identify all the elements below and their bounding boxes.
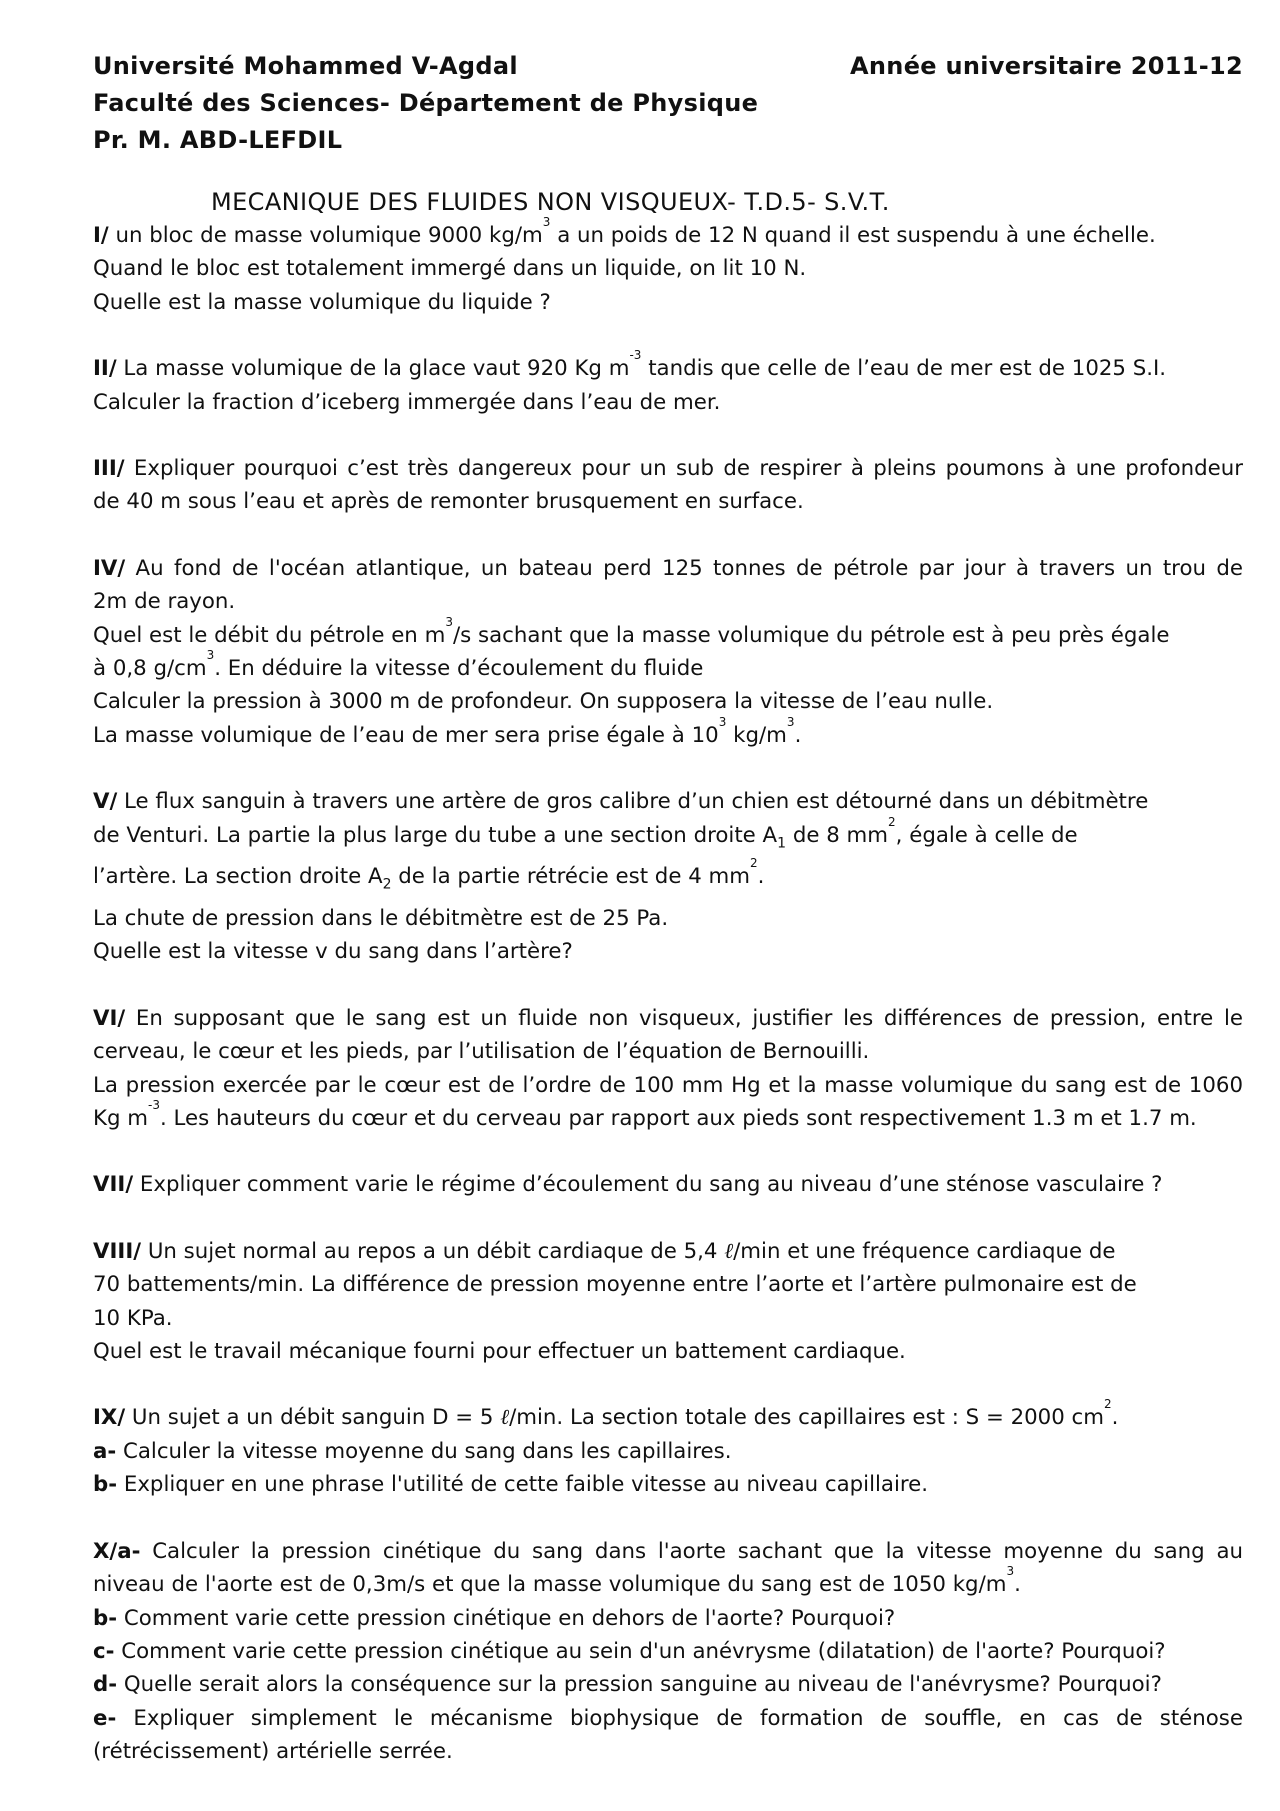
text: . Les hauteurs du cœur et du cerveau par rapport aux pieds sont respectivement 1.3 m et 1.7 m. bbox=[159, 1106, 1197, 1132]
exercise-label: IX/ bbox=[93, 1405, 126, 1431]
text: Calculer la pression cinétique du sang dans l'aorte sachant que la vitesse moyenne du sang au bbox=[140, 1538, 1243, 1564]
exercise-4 bbox=[93, 552, 1243, 752]
text: Un sujet normal au repos a un débit cardiaque de 5,4 bbox=[141, 1238, 725, 1264]
text: un bloc de masse volumique 9000 kg/m bbox=[108, 223, 543, 248]
academic-year: Année universitaire 2011-12 bbox=[850, 52, 1243, 80]
text: . En déduire la vitesse d’écoulement du fluide bbox=[214, 656, 704, 682]
subscript: 1 bbox=[777, 834, 787, 851]
question-label: d- bbox=[93, 1672, 118, 1698]
exercise-label: IV/ bbox=[93, 555, 126, 581]
text-line: cerveau, le cœur et les pieds, par l’utilisation de l’équation de Bernouilli. bbox=[93, 1039, 870, 1065]
text-line: 2m de rayon. bbox=[93, 589, 236, 615]
text: Quel est le débit du pétrole en m bbox=[93, 622, 446, 648]
text: l’artère. La section droite A bbox=[93, 864, 383, 890]
document-page bbox=[93, 48, 1243, 1769]
question-label: b- bbox=[93, 1472, 118, 1498]
text-line: Calculer la fraction d’iceberg immergée dans l’eau de mer. bbox=[93, 389, 721, 415]
text-line: La chute de pression dans le débitmètre est de 25 Pa. bbox=[93, 906, 669, 931]
text: Expliquer pourquoi c’est très dangereux pour un sub de respirer à pleins poumons à une profondeur bbox=[124, 456, 1243, 482]
superscript: 3 bbox=[718, 714, 727, 729]
text: La masse volumique de la glace vaut 920 Kg m bbox=[116, 356, 630, 382]
liter-symbol: ℓ bbox=[500, 1405, 510, 1431]
text: de Venturi. La partie la plus large du tube a une section droite A bbox=[93, 822, 778, 848]
superscript: 2 bbox=[750, 856, 758, 871]
exercise-3 bbox=[93, 452, 1243, 519]
exercise-7 bbox=[93, 1168, 1243, 1201]
exercise-label: I/ bbox=[93, 223, 109, 248]
superscript: 2 bbox=[1104, 1397, 1112, 1412]
university-name: Université Mohammed V-Agdal bbox=[93, 52, 518, 80]
exercise-1 bbox=[93, 215, 1243, 319]
superscript: 3 bbox=[786, 714, 795, 729]
question-label: b- bbox=[93, 1605, 118, 1631]
text: /s sachant que la masse volumique du pétrole est à peu près égale bbox=[452, 622, 1170, 648]
text-line: La pression exercée par le cœur est de l’ordre de 100 mm Hg et la masse volumique du sang est de 1060 bbox=[93, 1072, 1243, 1098]
text: de 8 mm bbox=[786, 822, 889, 848]
text: , égale à celle de bbox=[895, 822, 1078, 848]
superscript: 2 bbox=[888, 814, 896, 829]
faculty-name: Faculté des Sciences- Département de Physique bbox=[93, 89, 759, 117]
text: kg/m bbox=[726, 722, 787, 748]
text-line: 70 battements/min. La différence de pression moyenne entre l’aorte et l’artère pulmonaire est de bbox=[93, 1272, 1137, 1298]
text: niveau de l'aorte est de 0,3m/s et que la masse volumique du sang est de 1050 kg/m bbox=[93, 1572, 1007, 1598]
subscript: 2 bbox=[382, 876, 392, 893]
text: . bbox=[1111, 1405, 1119, 1431]
exercise-8 bbox=[93, 1235, 1243, 1369]
exercise-10 bbox=[93, 1535, 1243, 1769]
text: La masse volumique de l’eau de mer sera prise égale à 10 bbox=[93, 722, 719, 748]
text-line: Calculer la pression à 3000 m de profondeur. On supposera la vitesse de l’eau nulle. bbox=[93, 689, 994, 715]
text: Calculer la vitesse moyenne du sang dans les capillaires. bbox=[116, 1438, 732, 1464]
superscript: 3 bbox=[206, 648, 215, 663]
text-line: 10 KPa. bbox=[93, 1305, 173, 1331]
document-title: MECANIQUE DES FLUIDES NON VISQUEUX- T.D.5- S.V.T. bbox=[211, 188, 890, 216]
text-line: Quand le bloc est totalement immergé dans un liquide, on lit 10 N. bbox=[93, 256, 807, 282]
text: Expliquer en une phrase l'utilité de cette faible vitesse au niveau capillaire. bbox=[117, 1472, 929, 1498]
exercise-label: III/ bbox=[93, 456, 125, 482]
superscript: -3 bbox=[148, 1098, 160, 1113]
exercise-label: VII/ bbox=[93, 1172, 134, 1198]
professor-name: Pr. M. ABD-LEFDIL bbox=[93, 126, 343, 154]
question-label: a- bbox=[93, 1438, 117, 1464]
text-line: Quelle est la masse volumique du liquide ? bbox=[93, 289, 551, 315]
text-line: (rétrécissement) artérielle serrée. bbox=[93, 1739, 453, 1765]
text: Kg m bbox=[93, 1106, 148, 1132]
text: Le flux sanguin à travers une artère de gros calibre d’un chien est détourné dans un débitmètre bbox=[117, 789, 1149, 815]
exercise-6 bbox=[93, 1002, 1243, 1136]
text-line: Quel est le travail mécanique fourni pour effectuer un battement cardiaque. bbox=[93, 1339, 906, 1365]
text: de la partie rétrécie est de 4 mm bbox=[391, 864, 751, 890]
text: à 0,8 g/cm bbox=[93, 656, 207, 682]
text: Expliquer comment varie le régime d’écoulement du sang au niveau d’une sténose vasculaire ? bbox=[133, 1172, 1163, 1198]
text: Quelle serait alors la conséquence sur la pression sanguine au niveau de l'anévrysme? Pourquoi? bbox=[117, 1672, 1162, 1698]
text-line: Quelle est la vitesse v du sang dans l’artère? bbox=[93, 939, 573, 965]
exercise-9 bbox=[93, 1397, 1243, 1501]
exercise-2 bbox=[93, 348, 1243, 419]
text: /min et une fréquence cardiaque de bbox=[733, 1238, 1116, 1264]
text: . bbox=[1014, 1572, 1021, 1598]
question-label: e- bbox=[93, 1705, 117, 1731]
liter-symbol: ℓ bbox=[724, 1238, 734, 1264]
text: . bbox=[757, 864, 765, 890]
exercise-label: VIII/ bbox=[93, 1238, 142, 1264]
header-line-1 bbox=[93, 48, 1243, 85]
superscript: 3 bbox=[1006, 1564, 1015, 1579]
text: Expliquer simplement le mécanisme biophysique de formation de souffle, en cas de sténose bbox=[116, 1705, 1243, 1731]
text: tandis que celle de l’eau de mer est de 1025 S.I. bbox=[641, 356, 1167, 382]
exercise-label: VI/ bbox=[93, 1005, 126, 1031]
text: Un sujet a un débit sanguin D = 5 bbox=[125, 1405, 501, 1431]
text: . bbox=[794, 722, 802, 748]
text-line: de 40 m sous l’eau et après de remonter brusquement en surface. bbox=[93, 489, 804, 515]
text: Comment varie cette pression cinétique en dehors de l'aorte? Pourquoi? bbox=[117, 1605, 896, 1631]
exercise-label: X/a- bbox=[93, 1538, 141, 1564]
superscript: -3 bbox=[629, 348, 642, 363]
exercise-label: V/ bbox=[93, 789, 118, 815]
text: a un poids de 12 N quand il est suspendu à une échelle. bbox=[550, 223, 1156, 248]
text: /min. La section totale des capillaires est : S = 2000 cm bbox=[509, 1405, 1105, 1431]
superscript: 3 bbox=[445, 614, 453, 629]
question-label: c- bbox=[93, 1638, 115, 1664]
exercise-label: II/ bbox=[93, 356, 117, 382]
exercise-5 bbox=[93, 785, 1243, 969]
text: En supposant que le sang est un fluide non visqueux, justifier les différences de pression, entre le bbox=[125, 1005, 1243, 1031]
superscript: 3 bbox=[542, 215, 551, 229]
text: Comment varie cette pression cinétique au sein d'un anévrysme (dilatation) de l'aorte? Pourquoi? bbox=[114, 1638, 1166, 1664]
text: Au fond de l'océan atlantique, un bateau perd 125 tonnes de pétrole par jour à travers un trou de bbox=[125, 555, 1243, 581]
